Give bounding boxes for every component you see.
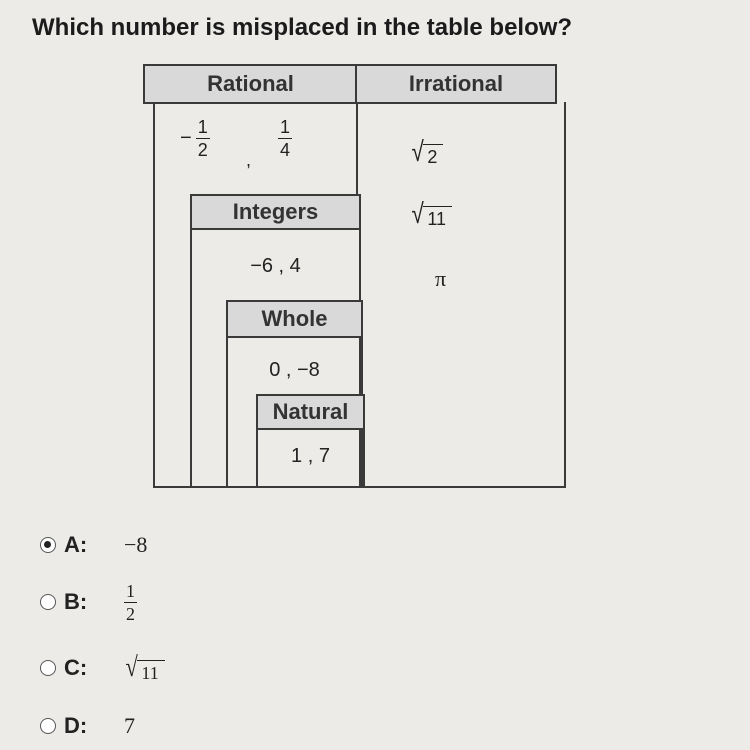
radio-icon[interactable]: [40, 594, 56, 610]
whole-values: 0 , −8: [269, 358, 320, 381]
irrational-sqrt11: √ 11: [410, 200, 452, 228]
whole-label: Whole: [228, 302, 361, 338]
fraction: $\frac{1}{2}$: [197, 117, 208, 160]
natural-label: Natural: [258, 396, 363, 430]
choice-b-fraction: $\frac{1}{2}$: [126, 580, 135, 624]
column-divider: [356, 102, 358, 196]
choice-b[interactable]: B: $\frac{1}{2}$: [40, 582, 137, 622]
irrational-sqrt2: √ 2: [410, 138, 443, 166]
radio-selected-icon[interactable]: [40, 537, 56, 553]
irrational-pi: π: [435, 266, 447, 291]
rational-value-quarter: [278, 118, 292, 159]
choice-d[interactable]: D: 7: [40, 706, 135, 746]
choice-a[interactable]: A: −8: [40, 525, 147, 565]
integers-label: Integers: [192, 196, 359, 230]
rational-separator: ,: [246, 150, 252, 170]
radio-icon[interactable]: [40, 660, 56, 676]
radio-icon[interactable]: [40, 718, 56, 734]
integers-values: −6 , 4: [250, 254, 301, 277]
rational-value-neg-half: − $\frac{1}{2}$: [180, 117, 208, 160]
choice-c-sqrt: √ 11: [124, 654, 165, 682]
natural-values: 1 , 7: [291, 444, 330, 467]
question-text: Which number is misplaced in the table below?: [32, 14, 573, 41]
header-rational: Rational: [145, 66, 356, 102]
fraction: $\frac{1}{4}$: [280, 117, 291, 160]
header-irrational: Irrational: [357, 66, 555, 102]
choice-c[interactable]: C: √ 11: [40, 648, 165, 688]
